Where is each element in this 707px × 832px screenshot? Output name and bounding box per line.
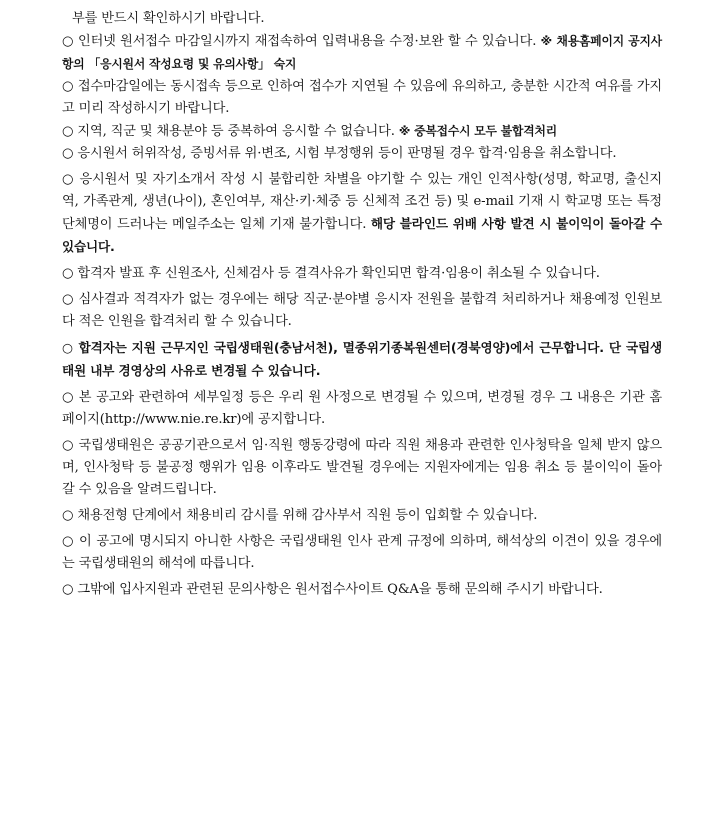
notice-item: ○ 지역, 직군 및 채용분야 등 중복하여 응시할 수 없습니다. ※ 중복접수시 모두 불합격처리 bbox=[62, 124, 557, 139]
notice-item: ○ 응시원서 허위작성, 증빙서류 위·변조, 시험 부정행위 등이 판명될 경우 합격·임용을 취소합니다. bbox=[62, 146, 617, 161]
notice-item: ○ 채용전형 단계에서 채용비리 감시를 위해 감사부서 직원 등이 입회할 수 있습니다. bbox=[62, 508, 538, 523]
notice-item: ○ 국립생태원은 공공기관으로서 임·직원 행동강령에 따라 직원 채용과 관련한 인사청탁을 일체 받지 않으며, 인사청탁 등 불공정 행위가 임용 이후라도 발견될 경우에는 지원자에게는 임용 취소 등 불이익이 돌아갈 수 있음을 알려드립니다. bbox=[62, 438, 662, 497]
notice-item: ○ 이 공고에 명시되지 아니한 사항은 국립생태원 인사 관계 규정에 의하며, 해석상의 이견이 있을 경우에는 국립생태원의 해석에 따릅니다. bbox=[62, 534, 662, 571]
notice-item: ○ 응시원서 및 자기소개서 작성 시 불합리한 차별을 야기할 수 있는 개인 인적사항(성명, 학교명, 출신지역, 가족관계, 생년(나이), 혼인여부, 재산·키·체중 등 신체적 조건 등) 및 e-mail 기재 시 학교명 또는 특정 단체명이 드러나는 메일주소는 일체 기재 불가합니다. 해당 블라인드 위배 사항 발견 시 불이익이 돌아갈 수 있습니다. bbox=[62, 172, 662, 254]
notice-item: ○ 합격자 발표 후 신원조사, 신체검사 등 결격사유가 확인되면 합격·임용이 취소될 수 있습니다. bbox=[62, 266, 600, 281]
notice-item bbox=[62, 337, 662, 383]
notice-item: ○ 인터넷 원서접수 마감일시까지 재접속하여 입력내용을 수정·보완 할 수 있습니다. ※ 채용홈페이지 공지사항의 「응시원서 작성요령 및 유의사항」 숙지 bbox=[62, 34, 662, 71]
notice-emphasis: ※ 중복접수시 모두 불합격처리 bbox=[398, 124, 557, 138]
notice-item: ○ 심사결과 적격자가 없는 경우에는 해당 직군·분야별 응시자 전원을 불합격 처리하거나 채용예정 인원보다 적은 인원을 합격처리 할 수 있습니다. bbox=[62, 292, 662, 329]
notice-item: ○ 접수마감일에는 동시접속 등으로 인하여 접수가 지연될 수 있음에 유의하고, 충분한 시간적 여유를 가지고 미리 작성하시기 바랍니다. bbox=[62, 79, 662, 116]
notice-emphasis: 해당 블라인드 위배 사항 발견 시 불이익이 돌아갈 수 있습니다. bbox=[62, 216, 662, 254]
notice-emphasis: ○ 합격자는 지원 근무지인 국립생태원(충남서천), 멸종위기종복원센터(경북영양)에서 근무합니다. 단 국립생태원 내부 경영상의 사유로 변경될 수 있습니다. bbox=[62, 340, 662, 378]
notice-item: ○ 그밖에 입사지원과 관련된 문의사항은 원서접수사이트 Q&A을 통해 문의해 주시기 바랍니다. bbox=[62, 582, 603, 597]
notice-item: ○ 본 공고와 관련하여 세부일정 등은 우리 원 사정으로 변경될 수 있으며, 변경될 경우 그 내용은 기관 홈페이지(http://www.nie.re.kr)에 공지합니다. bbox=[62, 390, 662, 427]
notice-document bbox=[62, 8, 662, 601]
notice-emphasis: ※ 채용홈페이지 공지사항의 「응시원서 작성요령 및 유의사항」 숙지 bbox=[62, 34, 662, 71]
notice-item: 부를 반드시 확인하시기 바랍니다. bbox=[72, 11, 265, 26]
